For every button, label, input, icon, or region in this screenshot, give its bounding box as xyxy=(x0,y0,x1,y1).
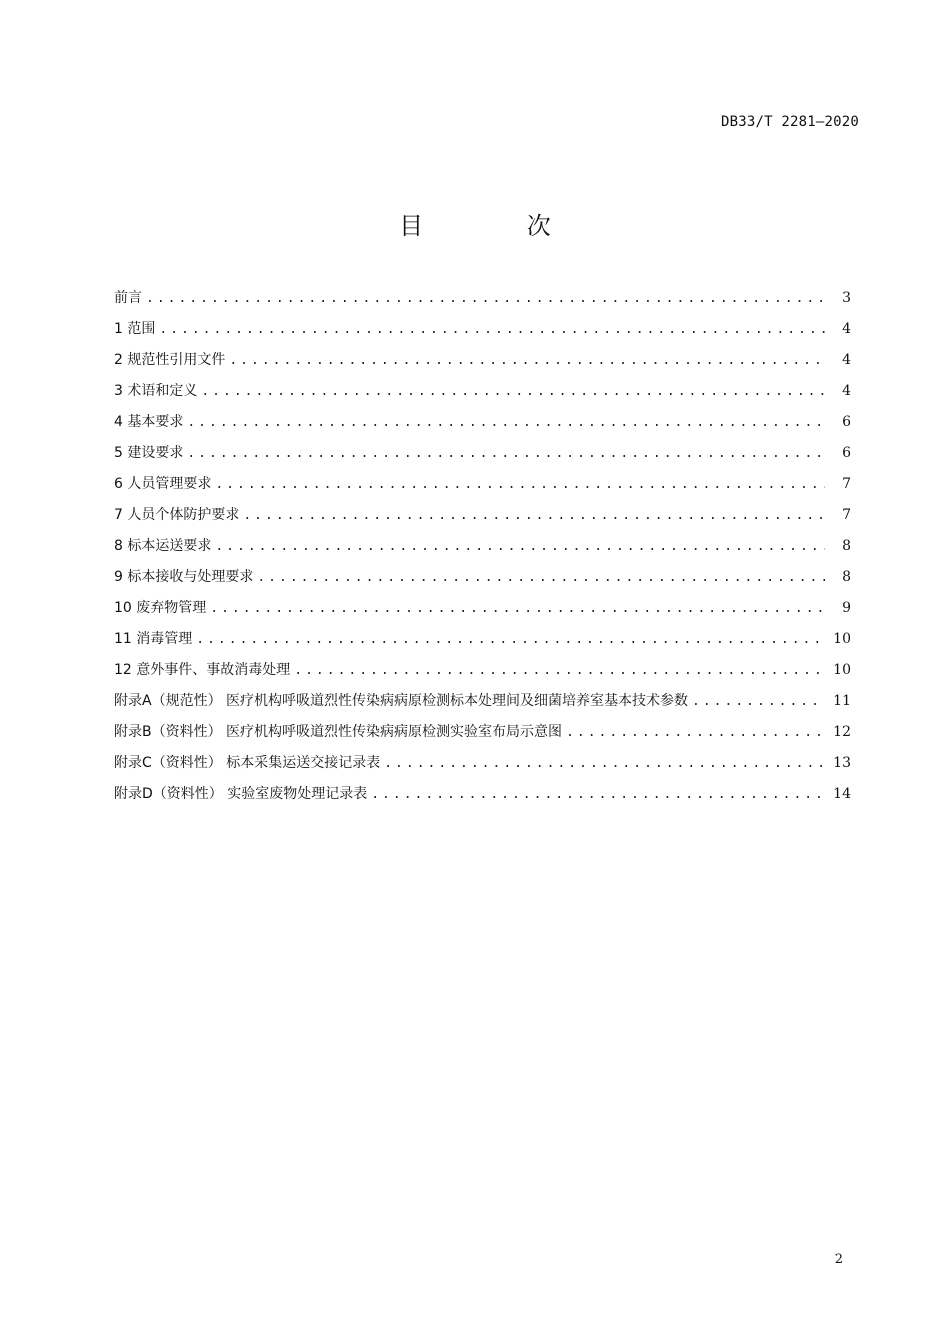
toc-entry-page: 6 xyxy=(842,414,851,430)
toc-entry-construction-requirements[interactable] xyxy=(114,441,851,472)
toc-entry-page: 4 xyxy=(842,321,851,337)
toc-entry-label: 11 消毒管理 xyxy=(114,631,193,647)
table-of-contents xyxy=(114,286,851,813)
toc-leader-dots xyxy=(201,380,825,404)
toc-leader-dots xyxy=(215,473,825,497)
toc-entry-terms-definitions[interactable] xyxy=(114,379,851,410)
toc-entry-waste-management[interactable] xyxy=(114,596,851,627)
toc-entry-page: 8 xyxy=(842,538,851,554)
toc-entry-specimen-receipt[interactable] xyxy=(114,565,851,596)
toc-leader-dots xyxy=(243,504,825,528)
toc-entry-personnel-management[interactable] xyxy=(114,472,851,503)
toc-entry-foreword[interactable] xyxy=(114,286,851,317)
toc-entry-page: 4 xyxy=(842,383,851,399)
toc-entry-label: 9 标本接收与处理要求 xyxy=(114,569,254,585)
toc-entry-label: 4 基本要求 xyxy=(114,414,184,430)
toc-entry-label: 2 规范性引用文件 xyxy=(114,352,226,368)
toc-title: 目 次 xyxy=(399,212,599,240)
toc-entry-label: 附录C（资料性） 标本采集运送交接记录表 xyxy=(114,755,381,771)
toc-entry-scope[interactable] xyxy=(114,317,851,348)
toc-entry-page: 11 xyxy=(833,693,851,709)
toc-leader-dots xyxy=(210,597,825,621)
toc-entry-accident-disinfection[interactable] xyxy=(114,658,851,689)
toc-entry-label: 3 术语和定义 xyxy=(114,383,198,399)
toc-entry-appendix-a[interactable] xyxy=(114,689,851,720)
toc-entry-label: 12 意外事件、事故消毒处理 xyxy=(114,662,291,678)
toc-entry-page: 10 xyxy=(833,631,851,647)
toc-entry-label: 7 人员个体防护要求 xyxy=(114,507,240,523)
toc-entry-page: 7 xyxy=(842,507,851,523)
toc-leader-dots xyxy=(196,628,825,652)
toc-leader-dots xyxy=(384,752,825,776)
toc-entry-appendix-b[interactable] xyxy=(114,720,851,751)
toc-entry-page: 9 xyxy=(842,600,851,616)
toc-leader-dots xyxy=(187,442,825,466)
standard-code: DB33/T 2281—2020 xyxy=(720,114,859,130)
toc-entry-label: 附录B（资料性） 医疗机构呼吸道烈性传染病病原检测实验室布局示意图 xyxy=(114,724,563,740)
toc-entry-personal-protection[interactable] xyxy=(114,503,851,534)
toc-entry-page: 4 xyxy=(842,352,851,368)
toc-entry-appendix-d[interactable] xyxy=(114,782,851,813)
toc-leader-dots xyxy=(146,287,825,311)
toc-leader-dots xyxy=(566,721,825,745)
toc-entry-page: 12 xyxy=(833,724,851,740)
toc-entry-disinfection-management[interactable] xyxy=(114,627,851,658)
toc-leader-dots xyxy=(294,659,825,683)
toc-entry-appendix-c[interactable] xyxy=(114,751,851,782)
toc-entry-label: 6 人员管理要求 xyxy=(114,476,212,492)
toc-entry-page: 3 xyxy=(842,290,851,306)
toc-leader-dots xyxy=(229,349,825,373)
toc-leader-dots xyxy=(692,690,825,714)
toc-entry-page: 8 xyxy=(842,569,851,585)
toc-entry-page: 6 xyxy=(842,445,851,461)
toc-leader-dots xyxy=(159,318,825,342)
toc-entry-page: 10 xyxy=(833,662,851,678)
toc-entry-label: 10 废弃物管理 xyxy=(114,600,207,616)
toc-leader-dots xyxy=(215,535,825,559)
toc-entry-label: 附录A（规范性） 医疗机构呼吸道烈性传染病病原检测标本处理间及细菌培养室基本技术参数 xyxy=(114,693,689,709)
toc-leader-dots xyxy=(187,411,825,435)
page-number: 2 xyxy=(834,1252,843,1267)
toc-entry-page: 7 xyxy=(842,476,851,492)
toc-entry-specimen-transport[interactable] xyxy=(114,534,851,565)
toc-entry-label: 附录D（资料性） 实验室废物处理记录表 xyxy=(114,786,368,802)
toc-entry-label: 前言 xyxy=(114,290,142,306)
toc-entry-basic-requirements[interactable] xyxy=(114,410,851,441)
toc-entry-page: 14 xyxy=(833,786,851,802)
toc-entry-label: 5 建设要求 xyxy=(114,445,184,461)
toc-entry-label: 8 标本运送要求 xyxy=(114,538,212,554)
toc-leader-dots xyxy=(257,566,825,590)
toc-entry-normative-references[interactable] xyxy=(114,348,851,379)
toc-leader-dots xyxy=(371,783,825,807)
toc-entry-page: 13 xyxy=(833,755,851,771)
toc-entry-label: 1 范围 xyxy=(114,321,156,337)
